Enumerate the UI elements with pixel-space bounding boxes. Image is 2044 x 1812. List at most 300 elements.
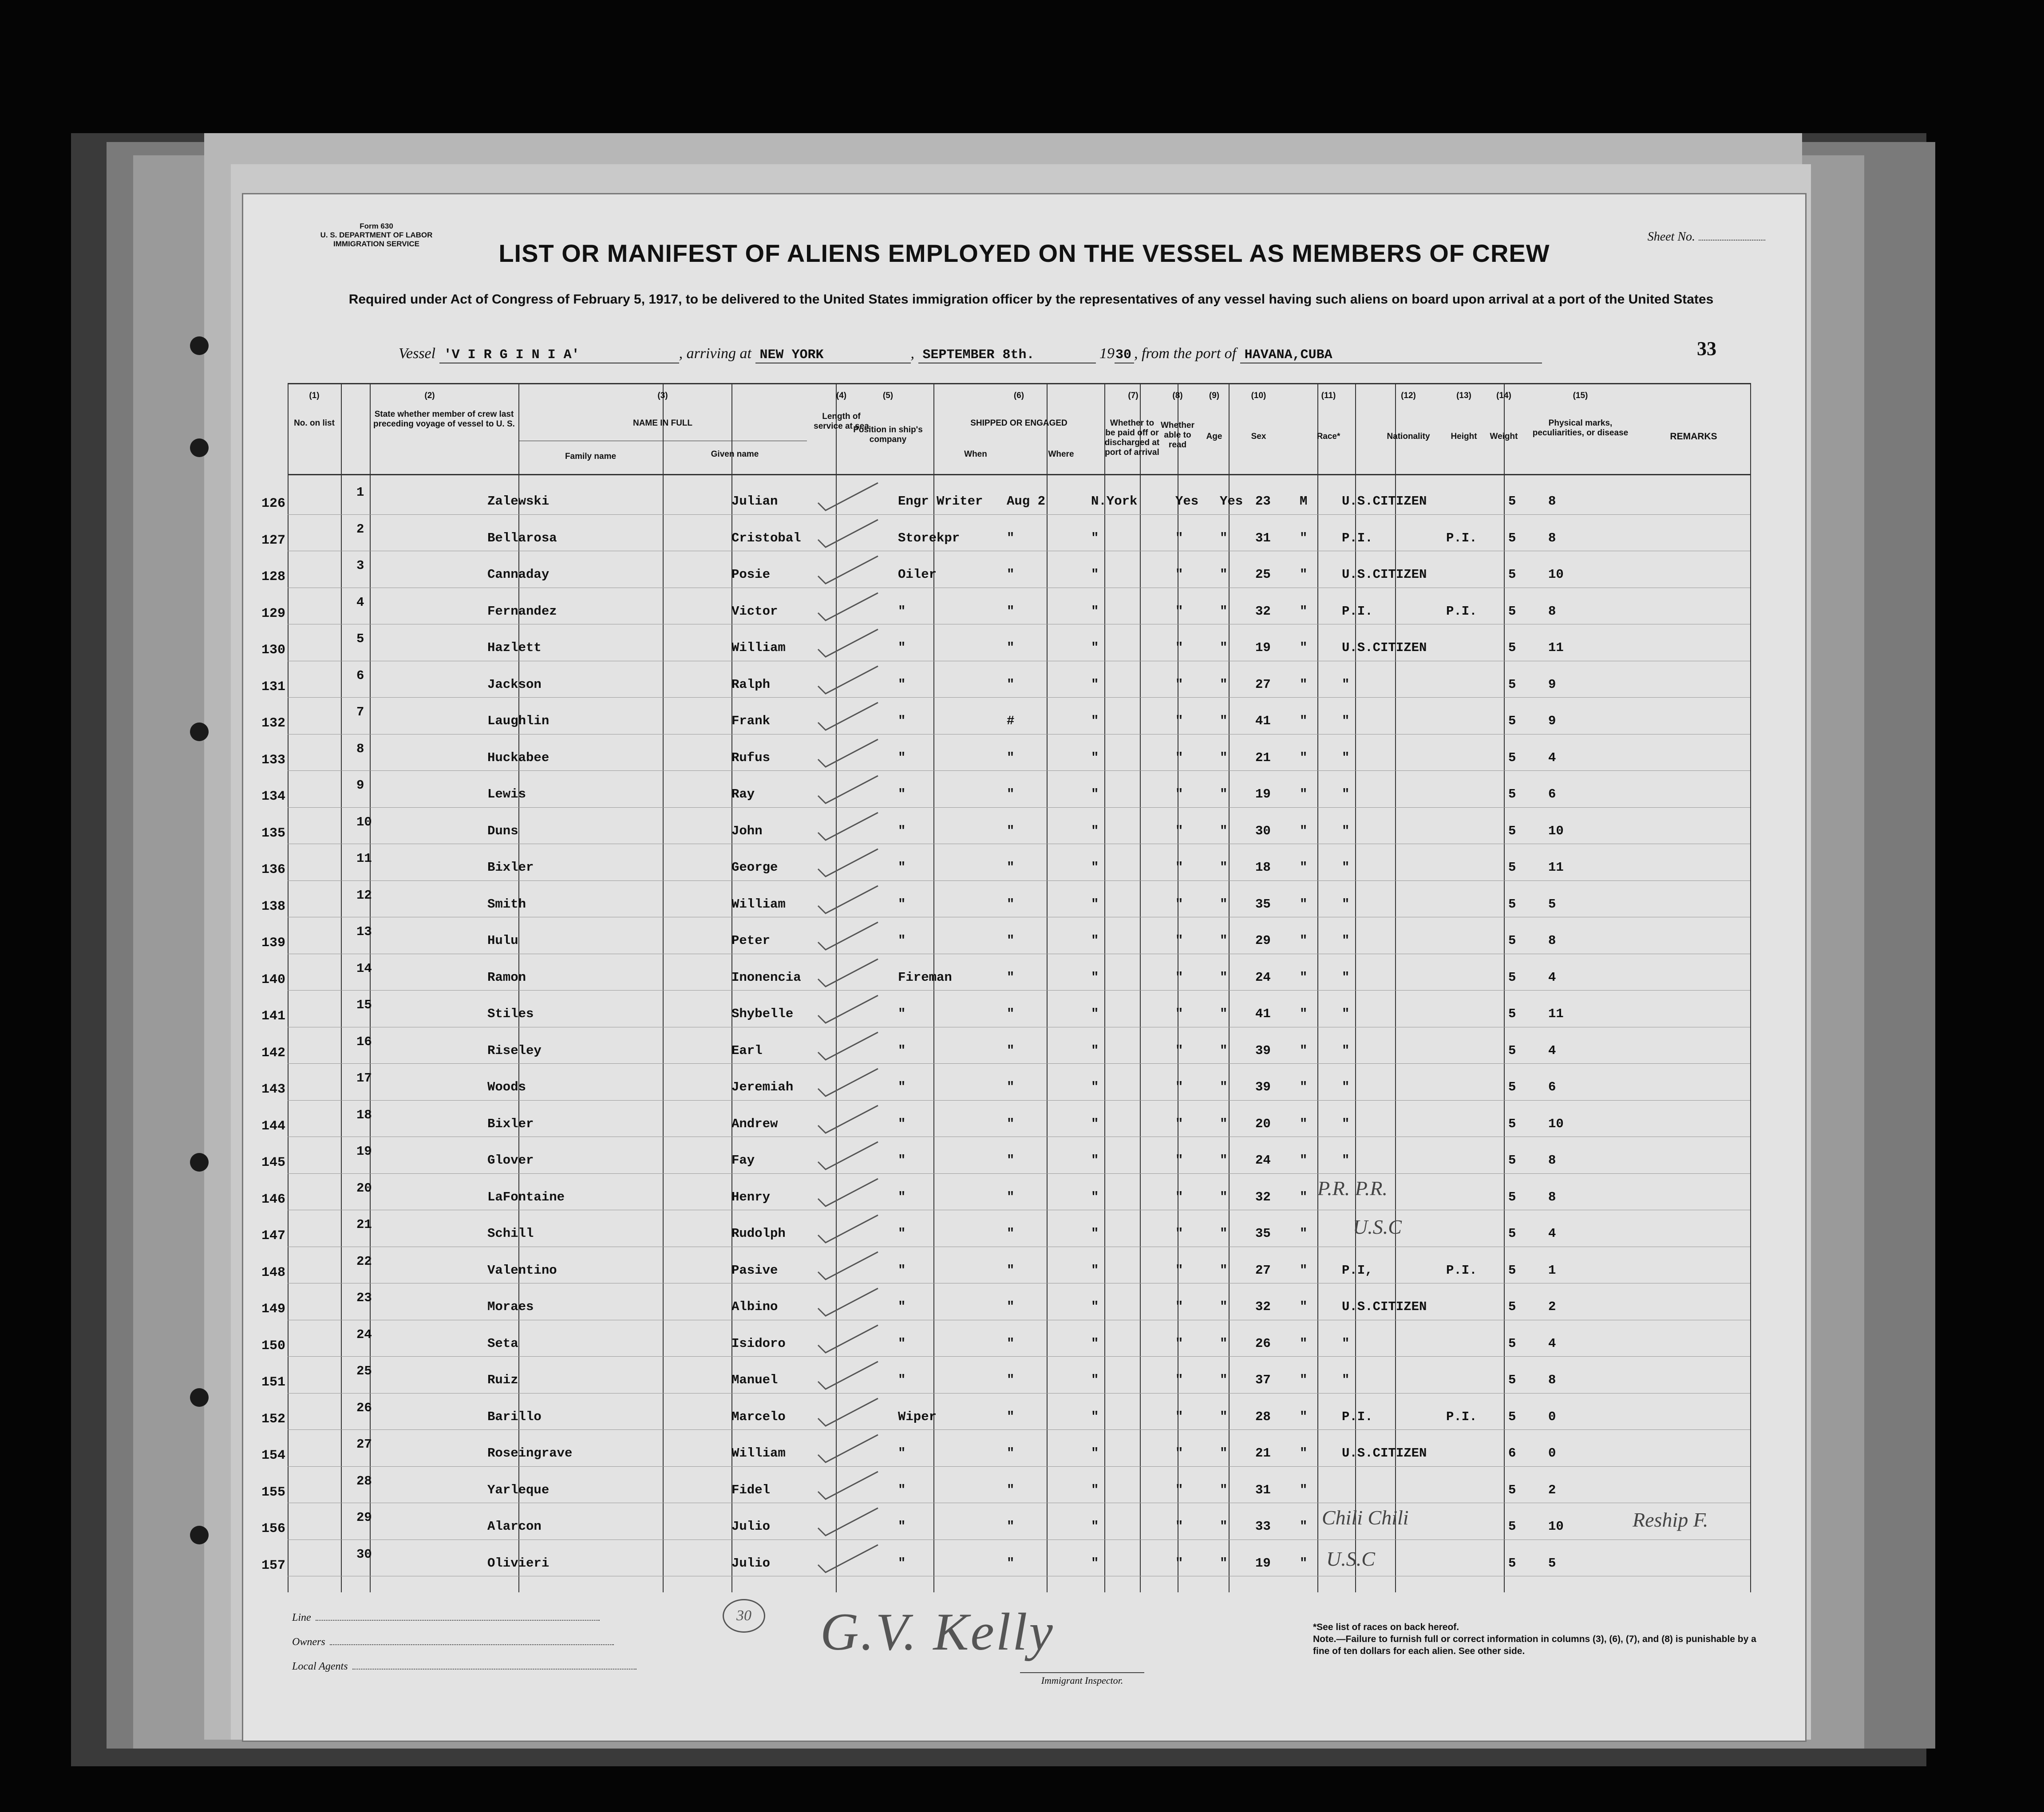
age: 25 (1255, 567, 1271, 582)
no-on-list: 12 (356, 888, 372, 903)
shipped-where: " (1091, 1263, 1099, 1278)
weight: 10 (1548, 1116, 1564, 1131)
age: 27 (1255, 1263, 1271, 1278)
sex: " (1300, 1116, 1308, 1131)
margin-line-number: 130 (261, 643, 285, 658)
able-to-read: " (1220, 1080, 1228, 1094)
family-name: Olivieri (487, 1555, 550, 1571)
column-number: (13) (1456, 391, 1471, 400)
race: " (1342, 823, 1350, 838)
table-column-rule (1104, 383, 1105, 1592)
margin-line-number: 152 (261, 1411, 285, 1427)
crew-table (261, 383, 1750, 1592)
header-bottom-rule (288, 474, 1750, 475)
shipped-when: " (1007, 1446, 1015, 1461)
race: " (1342, 1153, 1350, 1168)
able-to-read: " (1220, 787, 1228, 801)
check-mark-icon (816, 1357, 882, 1393)
family-name: Stiles (487, 1007, 534, 1021)
able-to-read: " (1220, 1153, 1228, 1168)
check-mark-icon (816, 845, 882, 880)
paid-off: " (1175, 750, 1183, 765)
age: 19 (1255, 640, 1271, 655)
no-on-list: 13 (356, 924, 372, 939)
weight: 10 (1548, 823, 1564, 838)
position: " (898, 750, 906, 765)
weight: 11 (1548, 1007, 1564, 1021)
age: 32 (1255, 1189, 1271, 1204)
family-name: Hazlett (487, 640, 542, 655)
page-title: LIST OR MANIFEST OF ALIENS EMPLOYED ON THE VESSEL AS MEMBERS OF CREW (498, 239, 1550, 267)
weight: 8 (1548, 530, 1556, 545)
no-on-list: 11 (356, 851, 372, 866)
shipped-when: " (1007, 1263, 1015, 1278)
able-to-read: " (1220, 1555, 1228, 1571)
paid-off: " (1175, 604, 1183, 619)
shipped-where: " (1091, 1373, 1099, 1387)
paid-off: " (1175, 530, 1183, 545)
margin-line-number: 127 (261, 533, 285, 548)
check-mark-icon (816, 991, 882, 1026)
no-on-list: 6 (356, 668, 364, 683)
age: 35 (1255, 1226, 1271, 1241)
race: P.I, (1342, 1263, 1373, 1278)
table-column-rule (663, 383, 664, 1592)
arrival-port: NEW YORK (755, 347, 911, 363)
check-mark-icon (816, 735, 882, 770)
age: 37 (1255, 1373, 1271, 1387)
shipped-when: " (1007, 1299, 1015, 1314)
given-name: Peter (731, 933, 771, 948)
given-name: Julio (731, 1519, 771, 1534)
shipped-when: " (1007, 860, 1015, 875)
handwritten-race-note: U.S.C (1353, 1216, 1402, 1238)
column-number: (2) (424, 391, 435, 400)
given-name: Shybelle (731, 1007, 794, 1021)
no-on-list: 27 (356, 1437, 372, 1452)
sex: " (1300, 1007, 1308, 1021)
given-name: Fidel (731, 1482, 771, 1497)
sex: " (1300, 823, 1308, 838)
check-mark-icon (816, 515, 882, 551)
paid-off: " (1175, 1409, 1183, 1424)
race: U.S.CITIZEN (1342, 567, 1427, 582)
family-name: Zalewski (487, 494, 550, 509)
binder-hole (190, 1153, 209, 1172)
age: 39 (1255, 1080, 1271, 1094)
paid-off: " (1175, 1336, 1183, 1351)
check-mark-icon (816, 552, 882, 587)
able-to-read: " (1220, 1226, 1228, 1241)
paid-off: " (1175, 1555, 1183, 1571)
shipped-when: " (1007, 1555, 1015, 1571)
nationality: P.I. (1446, 1409, 1477, 1424)
no-on-list: 16 (356, 1034, 372, 1049)
check-mark-icon (816, 625, 882, 660)
sex: M (1300, 494, 1308, 509)
weight: 8 (1548, 604, 1556, 619)
given-name: Victor (731, 604, 778, 619)
able-to-read: " (1220, 1299, 1228, 1314)
weight: 4 (1548, 1043, 1556, 1058)
family-name: Ramon (487, 970, 526, 985)
check-mark-icon (816, 1028, 882, 1063)
header-name-in-full: NAME IN FULL (633, 418, 693, 428)
age: 21 (1255, 750, 1271, 765)
header-member-of-crew: State whether member of crew last preceding voyage of vessel to U. S. (373, 410, 515, 429)
handwritten-race-note: Chili Chili (1322, 1506, 1409, 1529)
age: 19 (1255, 1555, 1271, 1571)
table-column-rule (1750, 383, 1751, 1592)
weight: 9 (1548, 677, 1556, 692)
row-rule (288, 1356, 1750, 1357)
given-name: Isidoro (731, 1336, 786, 1351)
weight: 1 (1548, 1263, 1556, 1278)
row-rule (288, 697, 1750, 698)
given-name: Manuel (731, 1373, 778, 1387)
height: 5 (1508, 567, 1516, 582)
paid-off: " (1175, 1299, 1183, 1314)
shipped-when: " (1007, 1519, 1015, 1534)
age: 24 (1255, 970, 1271, 985)
no-on-list: 17 (356, 1071, 372, 1086)
able-to-read: " (1220, 640, 1228, 655)
shipped-where: " (1091, 1299, 1099, 1314)
sex: " (1300, 1189, 1308, 1204)
shipped-when: " (1007, 677, 1015, 692)
sex: " (1300, 714, 1308, 728)
header-height: Height (1451, 432, 1477, 441)
family-name: Moraes (487, 1299, 534, 1314)
race: U.S.CITIZEN (1342, 494, 1427, 509)
family-name: Bixler (487, 860, 534, 875)
no-on-list: 30 (356, 1547, 372, 1562)
shipped-where: " (1091, 787, 1099, 801)
binder-hole (190, 1388, 209, 1407)
height: 5 (1508, 1373, 1516, 1387)
header-given-name: Given name (711, 450, 759, 459)
margin-line-number: 150 (261, 1338, 285, 1354)
margin-line-number: 136 (261, 862, 285, 877)
age: 32 (1255, 1299, 1271, 1314)
margin-line-number: 141 (261, 1009, 285, 1024)
able-to-read: " (1220, 1373, 1228, 1387)
shipped-when: " (1007, 1007, 1015, 1021)
shipped-when: " (1007, 640, 1015, 655)
margin-line-number: 146 (261, 1192, 285, 1207)
paid-off: " (1175, 1043, 1183, 1058)
weight: 5 (1548, 1555, 1556, 1571)
header-paid-off: Whether to be paid off or discharged at port of arrival (1104, 418, 1160, 457)
position: " (898, 1153, 906, 1168)
shipped-where: " (1091, 896, 1099, 912)
able-to-read: " (1220, 860, 1228, 875)
age: 28 (1255, 1409, 1271, 1424)
margin-line-number: 133 (261, 752, 285, 768)
column-number: (9) (1209, 391, 1220, 400)
row-rule (288, 1466, 1750, 1467)
age: 21 (1255, 1446, 1271, 1461)
weight: 10 (1548, 567, 1564, 582)
family-name: Bixler (487, 1116, 534, 1131)
check-mark-icon (816, 1064, 882, 1100)
shipped-when: " (1007, 1189, 1015, 1204)
race: " (1342, 896, 1350, 912)
shipped-where: N.York (1091, 494, 1138, 509)
column-number: (6) (1013, 391, 1024, 400)
race: P.I. (1342, 604, 1373, 619)
height: 5 (1508, 896, 1516, 912)
position: " (898, 1189, 906, 1204)
paid-off: " (1175, 860, 1183, 875)
height: 5 (1508, 1007, 1516, 1021)
sex: " (1300, 933, 1308, 948)
race: " (1342, 933, 1350, 948)
weight: 0 (1548, 1409, 1556, 1424)
height: 5 (1508, 714, 1516, 728)
weight: 8 (1548, 1153, 1556, 1168)
shipped-where: " (1091, 714, 1099, 728)
footer-fields: Line Owners Local Agents (292, 1606, 637, 1679)
given-name: Albino (731, 1299, 778, 1314)
header-length-of-service: Length of service at sea (814, 412, 869, 431)
family-name: Bellarosa (487, 530, 557, 545)
position: " (898, 604, 906, 619)
no-on-list: 2 (356, 521, 364, 537)
family-name: Yarleque (487, 1482, 550, 1497)
shipped-where: " (1091, 1555, 1099, 1571)
check-mark-icon (816, 808, 882, 844)
height: 5 (1508, 1153, 1516, 1168)
paid-off: " (1175, 1153, 1183, 1168)
race: P.I. (1342, 530, 1373, 545)
check-mark-icon (816, 588, 882, 624)
able-to-read: " (1220, 1116, 1228, 1131)
check-mark-icon (816, 1101, 882, 1137)
able-to-read: " (1220, 1007, 1228, 1021)
age: 39 (1255, 1043, 1271, 1058)
age: 24 (1255, 1153, 1271, 1168)
nationality: P.I. (1446, 530, 1477, 545)
shipped-when: " (1007, 604, 1015, 619)
weight: 4 (1548, 1226, 1556, 1241)
check-mark-icon (816, 1394, 882, 1429)
race: " (1342, 1336, 1350, 1351)
height: 6 (1508, 1446, 1516, 1461)
able-to-read: " (1220, 933, 1228, 948)
margin-line-number: 140 (261, 972, 285, 987)
margin-line-number: 157 (261, 1558, 285, 1573)
given-name: Inonencia (731, 970, 801, 985)
position: " (898, 1263, 906, 1278)
column-number: (7) (1128, 391, 1139, 400)
no-on-list: 25 (356, 1364, 372, 1378)
sex: " (1300, 1153, 1308, 1168)
header-family-name: Family name (565, 452, 617, 461)
race: " (1342, 970, 1350, 985)
given-name: Jeremiah (731, 1080, 794, 1094)
margin-line-number: 134 (261, 789, 285, 804)
height: 5 (1508, 1555, 1516, 1571)
height: 5 (1508, 933, 1516, 948)
race: " (1342, 860, 1350, 875)
shipped-when: " (1007, 567, 1015, 582)
binder-hole (190, 336, 209, 355)
family-name: Schill (487, 1226, 534, 1241)
header-nationality: Nationality (1387, 432, 1430, 441)
age: 41 (1255, 1007, 1271, 1021)
height: 5 (1508, 1080, 1516, 1094)
no-on-list: 8 (356, 741, 364, 756)
table-column-rule (1047, 383, 1048, 1592)
shipped-when: " (1007, 896, 1015, 912)
check-mark-icon (816, 1284, 882, 1319)
header-sex: Sex (1251, 432, 1266, 441)
manifest-page (242, 193, 1807, 1742)
shipped-when: " (1007, 1043, 1015, 1058)
no-on-list: 1 (356, 485, 364, 500)
weight: 9 (1548, 714, 1556, 728)
paid-off: " (1175, 1446, 1183, 1461)
able-to-read: " (1220, 1519, 1228, 1534)
sex: " (1300, 1299, 1308, 1314)
position: " (898, 933, 906, 948)
weight: 6 (1548, 787, 1556, 801)
shipped-where: " (1091, 823, 1099, 838)
sheet-number: Sheet No. (1648, 230, 1765, 244)
race: " (1342, 1373, 1350, 1387)
check-mark-icon (816, 1430, 882, 1466)
given-name: Julio (731, 1555, 771, 1571)
sex: " (1300, 1519, 1308, 1534)
given-name: William (731, 640, 786, 655)
shipped-where: " (1091, 1080, 1099, 1094)
binder-hole (190, 722, 209, 741)
position: " (898, 1226, 906, 1241)
sex: " (1300, 750, 1308, 765)
able-to-read: " (1220, 970, 1228, 985)
able-to-read: " (1220, 1409, 1228, 1424)
weight: 8 (1548, 1189, 1556, 1204)
height: 5 (1508, 750, 1516, 765)
race: " (1342, 750, 1350, 765)
height: 5 (1508, 1482, 1516, 1497)
height: 5 (1508, 494, 1516, 509)
sex: " (1300, 1336, 1308, 1351)
shipped-where: " (1091, 1519, 1099, 1534)
header-where: Where (1048, 450, 1074, 459)
position: " (898, 787, 906, 801)
sex: " (1300, 896, 1308, 912)
family-name: LaFontaine (487, 1189, 565, 1204)
family-name: Laughlin (487, 714, 550, 728)
weight: 2 (1548, 1482, 1556, 1497)
family-name: Alarcon (487, 1519, 542, 1534)
able-to-read: Yes (1220, 494, 1243, 509)
binder-hole (190, 438, 209, 457)
age: 23 (1255, 494, 1271, 509)
no-on-list: 5 (356, 632, 364, 646)
able-to-read: " (1220, 530, 1228, 545)
paid-off: " (1175, 1116, 1183, 1131)
margin-line-number: 147 (261, 1228, 285, 1244)
position: Engr Writer (898, 494, 983, 509)
height: 5 (1508, 860, 1516, 875)
family-name: Ruiz (487, 1373, 518, 1387)
no-on-list: 3 (356, 558, 364, 573)
position: " (898, 1336, 906, 1351)
position: " (898, 1299, 906, 1314)
no-on-list: 18 (356, 1107, 372, 1122)
paid-off: " (1175, 640, 1183, 655)
race: " (1342, 1116, 1350, 1131)
paid-off: " (1175, 1007, 1183, 1021)
race: " (1342, 1080, 1350, 1094)
weight: 4 (1548, 970, 1556, 985)
sex: " (1300, 1555, 1308, 1571)
given-name: Rufus (731, 750, 771, 765)
age: 33 (1255, 1519, 1271, 1534)
no-on-list: 24 (356, 1327, 372, 1342)
shipped-when: " (1007, 933, 1015, 948)
check-mark-icon (816, 1467, 882, 1503)
shipped-where: " (1091, 1482, 1099, 1497)
shipped-when: " (1007, 787, 1015, 801)
shipped-where: " (1091, 530, 1099, 545)
able-to-read: " (1220, 1482, 1228, 1497)
able-to-read: " (1220, 750, 1228, 765)
weight: 5 (1548, 896, 1556, 912)
column-number: (11) (1321, 391, 1336, 400)
check-mark-icon (816, 1247, 882, 1283)
weight: 4 (1548, 750, 1556, 765)
able-to-read: " (1220, 1336, 1228, 1351)
margin-line-number: 131 (261, 679, 285, 695)
shipped-when: " (1007, 970, 1015, 985)
given-name: Cristobal (731, 530, 801, 545)
height: 5 (1508, 1226, 1516, 1241)
row-rule (288, 1429, 1750, 1430)
sex: " (1300, 1080, 1308, 1094)
family-name: Cannaday (487, 567, 550, 582)
column-number: (8) (1172, 391, 1183, 400)
shipped-where: " (1091, 750, 1099, 765)
height: 5 (1508, 1189, 1516, 1204)
shipped-where: " (1091, 1116, 1099, 1131)
sex: " (1300, 1226, 1308, 1241)
no-on-list: 9 (356, 778, 364, 793)
no-on-list: 15 (356, 998, 372, 1012)
column-number: (5) (882, 391, 894, 400)
table-column-rule (341, 383, 342, 1592)
no-on-list: 14 (356, 961, 372, 976)
margin-line-number: 126 (261, 496, 285, 511)
departure-port: HAVANA,CUBA (1240, 347, 1542, 363)
given-name: Ray (731, 787, 755, 801)
sex: " (1300, 1043, 1308, 1058)
header-physical-marks: Physical marks, peculiarities, or disease (1532, 418, 1629, 438)
shipped-when: " (1007, 823, 1015, 838)
position: Fireman (898, 970, 952, 985)
row-rule (288, 1173, 1750, 1174)
family-name: Lewis (487, 787, 526, 801)
family-name: Glover (487, 1153, 534, 1168)
age: 26 (1255, 1336, 1271, 1351)
family-name: Barillo (487, 1409, 542, 1424)
margin-line-number: 129 (261, 606, 285, 621)
weight: 2 (1548, 1299, 1556, 1314)
position: " (898, 1519, 906, 1534)
